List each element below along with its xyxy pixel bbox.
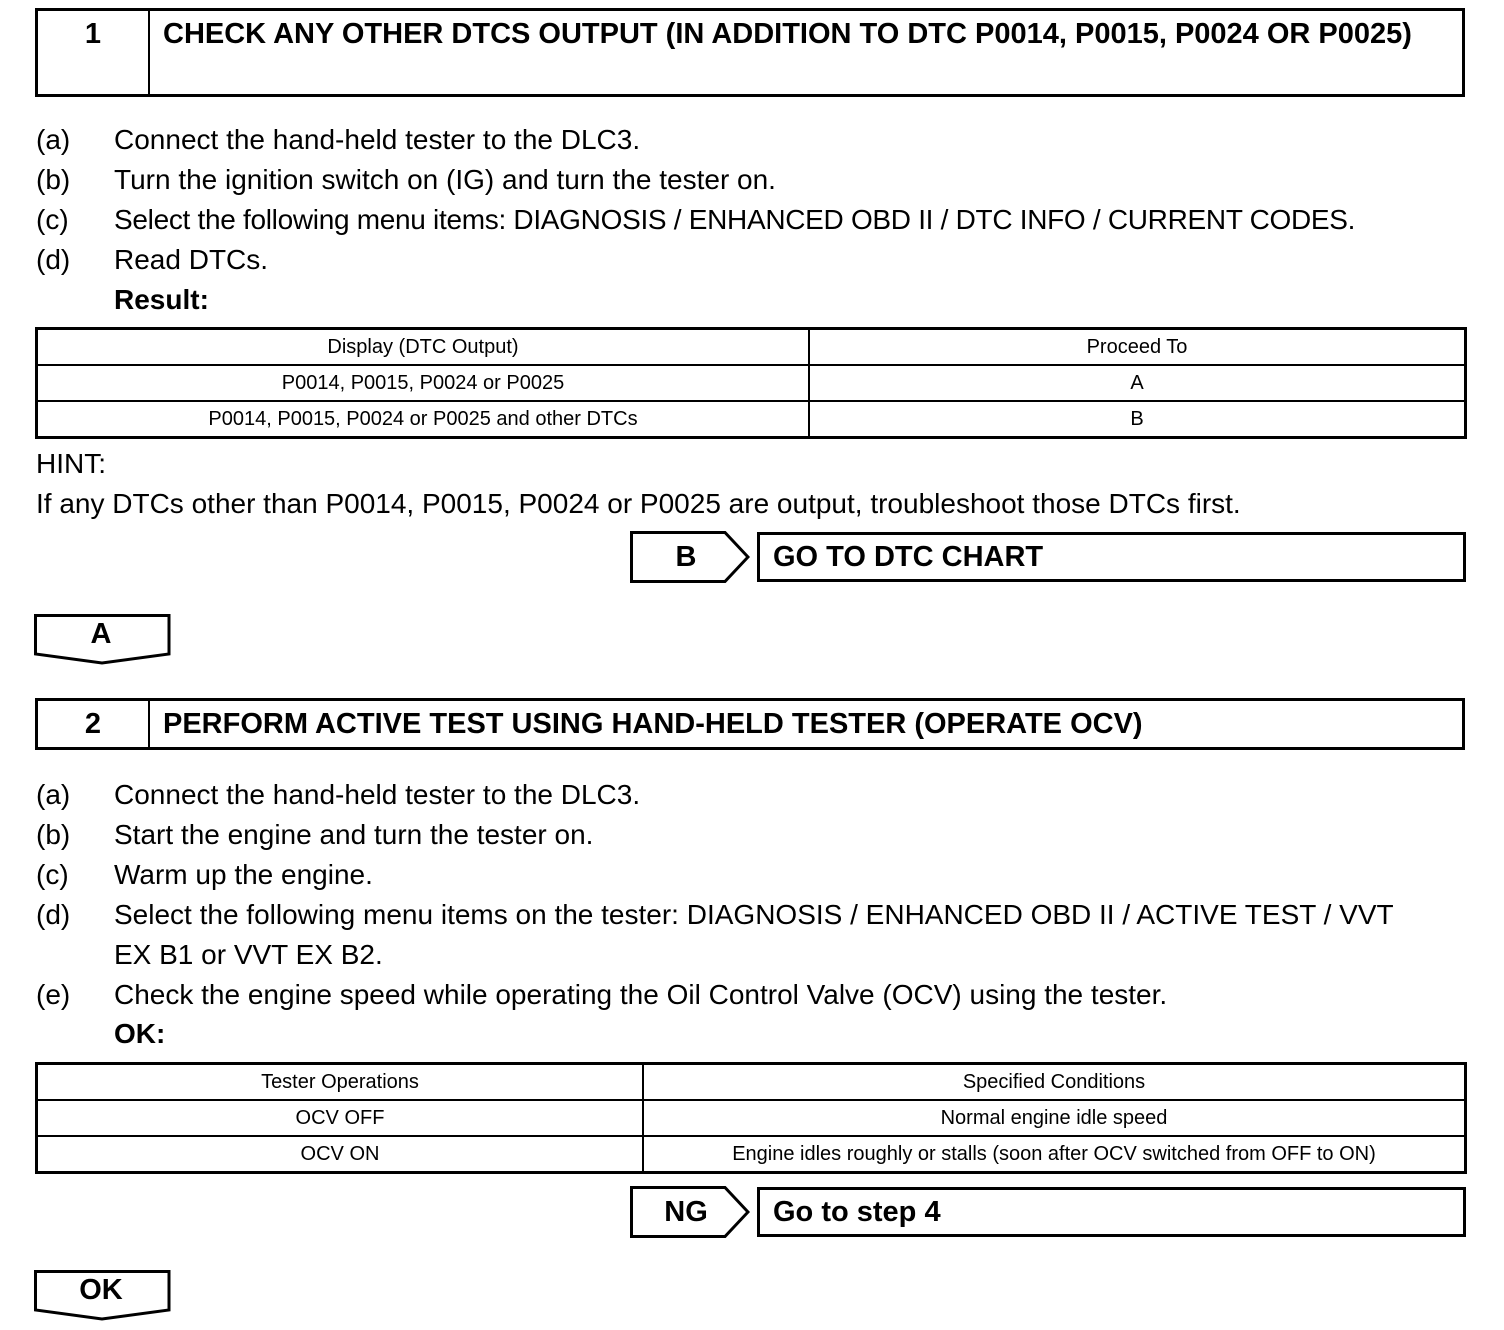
item-label: (d)	[36, 244, 71, 275]
column-header: Display (DTC Output)	[37, 329, 810, 366]
item-text: Select the following menu items: DIAGNOSIS / ENHANCED OBD II / DTC INFO / CURRENT CODES.	[114, 204, 1356, 235]
table-row	[37, 401, 1466, 438]
next-label: OK	[79, 1274, 123, 1306]
table-cell: A	[809, 365, 1466, 401]
item-text: Turn the ignition switch on (IG) and turn the tester on.	[114, 164, 776, 195]
item-label: (b)	[36, 819, 71, 850]
list-item	[36, 855, 1476, 895]
table-header-row	[37, 329, 1466, 366]
table-cell: B	[809, 401, 1466, 438]
table-cell: Normal engine idle speed	[643, 1100, 1466, 1136]
list-item	[36, 240, 1476, 280]
item-text: Connect the hand-held tester to the DLC3.	[114, 779, 641, 810]
item-label: (a)	[36, 124, 71, 155]
table-row	[37, 1100, 1466, 1136]
table-cell: OCV OFF	[37, 1100, 644, 1136]
next-a-arrow	[34, 614, 172, 666]
branch-label: NG	[664, 1196, 708, 1228]
list-item	[36, 975, 1476, 1015]
item-text: Check the engine speed while operating the Oil Control Valve (OCV) using the tester.	[114, 979, 1168, 1010]
step-number: 1	[38, 11, 150, 94]
step-title: PERFORM ACTIVE TEST USING HAND-HELD TESTER (OPERATE OCV)	[163, 708, 1143, 740]
column-header: Proceed To	[809, 329, 1466, 366]
next-ok-arrow	[34, 1270, 172, 1322]
item-label: (a)	[36, 779, 71, 810]
item-text: Select the following menu items on the tester: DIAGNOSIS / ENHANCED OBD II / ACTIVE TEST / VVT EX B1 or VVT EX B2.	[114, 899, 1394, 970]
result-table	[35, 327, 1467, 439]
table-row	[37, 1136, 1466, 1173]
table-cell: P0014, P0015, P0024 or P0025	[37, 365, 810, 401]
branch-ng-arrow	[630, 1186, 750, 1238]
list-item	[36, 775, 1476, 815]
item-label: (b)	[36, 164, 71, 195]
column-header: Tester Operations	[37, 1064, 644, 1101]
item-text: Start the engine and turn the tester on.	[114, 819, 594, 850]
item-label: (e)	[36, 979, 71, 1010]
ok-label: OK:	[114, 1018, 166, 1049]
item-label: (c)	[36, 204, 69, 235]
item-text: Read DTCs.	[114, 244, 269, 275]
item-text: Warm up the engine.	[114, 859, 373, 890]
list-item	[36, 815, 1476, 855]
item-text: Connect the hand-held tester to the DLC3.	[114, 124, 641, 155]
step-1-instructions	[36, 120, 1476, 280]
list-item	[36, 895, 1476, 975]
result-label: Result:	[114, 284, 209, 315]
branch-destination: GO TO DTC CHART	[757, 532, 1466, 582]
spec-table	[35, 1062, 1467, 1174]
table-cell: P0014, P0015, P0024 or P0025 and other DTCs	[37, 401, 810, 438]
branch-destination: Go to step 4	[757, 1187, 1466, 1237]
step-number: 2	[38, 701, 150, 747]
branch-label: B	[675, 541, 697, 573]
item-label: (c)	[36, 859, 69, 890]
step-title: CHECK ANY OTHER DTCS OUTPUT (IN ADDITION TO DTC P0014, P0015, P0024 OR P0025)	[163, 18, 1412, 50]
table-header-row	[37, 1064, 1466, 1101]
item-label: (d)	[36, 899, 71, 930]
list-item	[36, 160, 1476, 200]
table-cell: OCV ON	[37, 1136, 644, 1173]
list-item	[36, 120, 1476, 160]
step-2-instructions	[36, 775, 1476, 1015]
hint-label: HINT:	[36, 448, 106, 479]
step-1-header	[35, 8, 1465, 97]
step-2-header	[35, 698, 1465, 750]
branch-b-arrow	[630, 531, 750, 583]
hint-text: If any DTCs other than P0014, P0015, P0024 or P0025 are output, troubleshoot those DTCs first.	[36, 488, 1241, 519]
table-cell: Engine idles roughly or stalls (soon after OCV switched from OFF to ON)	[643, 1136, 1466, 1173]
column-header: Specified Conditions	[643, 1064, 1466, 1101]
list-item	[36, 200, 1476, 240]
table-row	[37, 365, 1466, 401]
next-label: A	[90, 618, 112, 650]
